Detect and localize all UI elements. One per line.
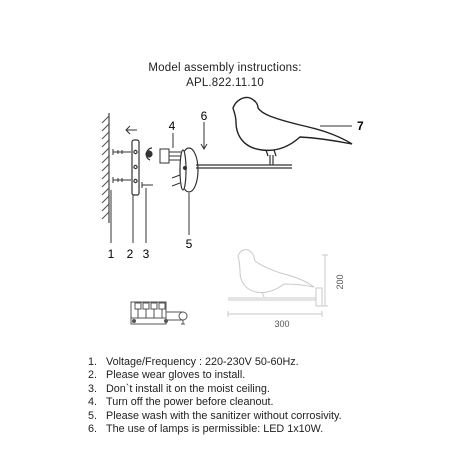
dimension-height: 200 bbox=[335, 274, 345, 290]
lamp-canopy bbox=[180, 148, 198, 192]
canopy-screws bbox=[172, 175, 180, 186]
instruction-item: 4. Turn off the power before cleanout. bbox=[88, 396, 274, 409]
instruction-item: 1. Voltage/Frequency : 220-230V 50-60Hz. bbox=[88, 356, 299, 368]
instruction-item: 3. Don`t install it on the moist ceiling. bbox=[88, 382, 270, 395]
instruction-item: 6. The use of lamps is permissible: LED 1x10W. bbox=[88, 423, 324, 436]
bird-shade bbox=[233, 97, 352, 156]
callout-5: 5 bbox=[185, 237, 193, 251]
callout-2: 2 bbox=[126, 247, 134, 261]
callout-leaders bbox=[111, 122, 352, 243]
callout-7: 7 bbox=[357, 119, 364, 133]
callout-3: 3 bbox=[142, 247, 150, 261]
cable-clip bbox=[146, 148, 152, 160]
instructions-list bbox=[88, 356, 342, 436]
instruction-item: 2. Please wear gloves to install. bbox=[88, 369, 246, 382]
connection-wires bbox=[160, 149, 182, 163]
callout-6: 6 bbox=[200, 109, 208, 123]
wall-hatching bbox=[102, 113, 109, 223]
instruction-item: 5. Please wash with the sanitizer without corrosivity. bbox=[88, 409, 342, 422]
dimension-drawing bbox=[228, 250, 328, 317]
callout-4: 4 bbox=[168, 119, 176, 133]
mounting-arrow bbox=[126, 126, 137, 134]
callout-1: 1 bbox=[107, 247, 115, 261]
mounting-bracket bbox=[132, 140, 139, 195]
terminal-block bbox=[131, 302, 187, 324]
lamp-arm bbox=[196, 155, 292, 168]
dimension-width: 300 bbox=[274, 319, 290, 329]
page-title: Model assembly instructions: bbox=[148, 62, 302, 74]
bracket-screw bbox=[142, 182, 153, 188]
model-number: APL.822.11.10 bbox=[186, 77, 264, 89]
wall-screws bbox=[113, 149, 131, 183]
